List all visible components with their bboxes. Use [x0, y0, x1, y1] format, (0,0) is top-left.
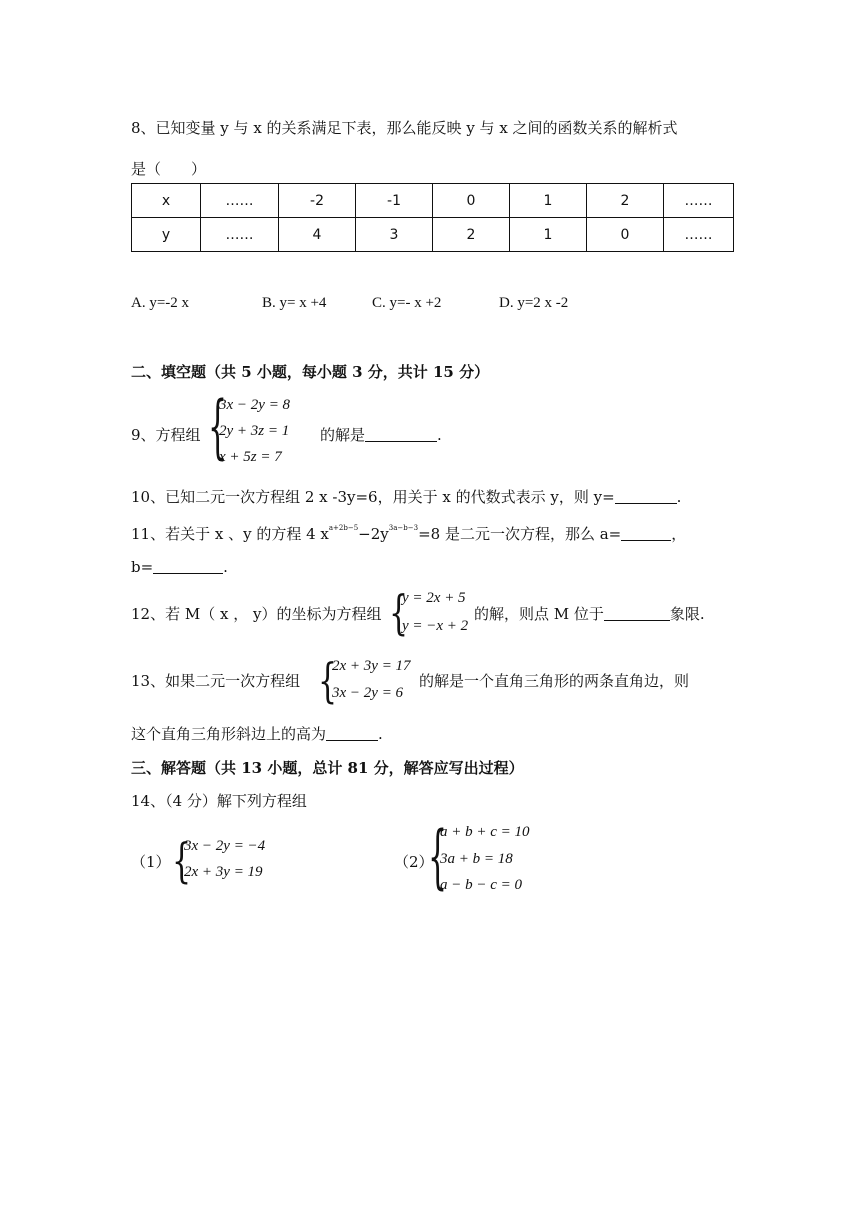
table-cell: -2 [279, 184, 356, 218]
table-cell: …… [664, 184, 734, 218]
q13-end: . [378, 725, 383, 743]
q12-eq2: y = −x + 2 [402, 618, 469, 634]
q13-eq2: 3x − 2y = 6 [332, 685, 404, 701]
q9-eq3: x + 5z = 7 [219, 449, 282, 465]
q8-line2: 是（ ） [131, 160, 207, 178]
q13-eq1: 2x + 3y = 17 [332, 658, 411, 674]
table-cell: y [132, 218, 201, 252]
q12-suffix-text: 的解，则点 M 位于 [474, 605, 604, 623]
q9-eq1: 3x − 2y = 8 [219, 397, 291, 413]
q9-suffix-text: 的解是 [320, 426, 366, 444]
q9-eq2: 2y + 3z = 1 [219, 423, 290, 439]
q14-part2-eq3: a − b − c = 0 [440, 877, 523, 893]
q10-line [131, 486, 681, 507]
table-cell: …… [664, 218, 734, 252]
q11-exp1: a+2b−5 [328, 524, 359, 532]
q14-title: 14、（4 分）解下列方程组 [131, 792, 307, 810]
value-table [131, 183, 734, 252]
q14-part1-eq2: 2x + 3y = 19 [184, 864, 263, 880]
q12-brace: { [389, 587, 409, 642]
q9-suffix [320, 424, 442, 445]
table-cell: 2 [587, 184, 664, 218]
q12-prefix: 12、若 M（ x ， y）的坐标为方程组 [131, 605, 382, 623]
q13-line2 [131, 723, 383, 744]
table-row-y [132, 218, 734, 252]
q13-answer-blank[interactable] [326, 726, 378, 741]
table-cell: 0 [587, 218, 664, 252]
table-cell: …… [201, 218, 279, 252]
q10-end: . [676, 488, 682, 506]
table-cell: 2 [433, 218, 510, 252]
table-cell: 4 [279, 218, 356, 252]
option-b: B. y= x +4 [262, 295, 327, 311]
q9-end: . [437, 426, 442, 444]
option-c: C. y=- x +2 [372, 295, 442, 311]
q11-line2 [131, 558, 228, 576]
table-cell: 0 [433, 184, 510, 218]
table-row-x [132, 184, 734, 218]
q14-part2-eq1: a + b + c = 10 [440, 824, 530, 840]
q12-eq1: y = 2x + 5 [402, 590, 466, 606]
option-d: D. y=2 x -2 [499, 295, 569, 311]
q12-end: 象限. [669, 605, 705, 623]
q11-line2-text: b= [131, 558, 154, 576]
q11-part1: 11、若关于 x 、y 的方程 4 x [131, 525, 329, 543]
q11-line1 [131, 523, 686, 544]
q12-suffix [474, 603, 705, 624]
q12-answer-blank[interactable] [604, 606, 670, 621]
table-cell: 3 [356, 218, 433, 252]
q9-answer-blank[interactable] [365, 427, 437, 442]
q8-line1: 8、已知变量 y 与 x 的关系满足下表，那么能反映 y 与 x 之间的函数关系的解析式 [131, 119, 678, 137]
table-cell: -1 [356, 184, 433, 218]
q11-b-blank[interactable] [153, 559, 223, 574]
q9-prefix: 9、方程组 [131, 426, 201, 444]
q11-a-blank[interactable] [621, 526, 671, 541]
q10-text: 10、已知二元一次方程组 2 x -3y=6，用关于 x 的代数式表示 y，则 y= [131, 488, 615, 506]
q13-prefix: 13、如果二元一次方程组 [131, 672, 301, 690]
table-cell: 1 [510, 184, 587, 218]
q13-line2-text: 这个直角三角形斜边上的高为 [131, 725, 327, 743]
q11-part4: ， [671, 525, 687, 543]
table-cell: x [132, 184, 201, 218]
table-cell: 1 [510, 218, 587, 252]
q14-part2-brace: { [428, 818, 448, 899]
q14-part1-brace: { [172, 835, 192, 890]
q14-part2-label: （2） [394, 853, 434, 871]
q11-exp2: 3a−b−3 [388, 524, 419, 532]
q11-part3: =8 是二元一次方程，那么 a= [418, 525, 622, 543]
q13-brace: { [318, 655, 338, 710]
q11-end: . [223, 558, 228, 576]
section3-heading: 三、解答题（共 13 小题，总计 81 分，解答应写出过程） [131, 759, 524, 777]
q9-brace: { [208, 388, 228, 469]
q14-part1-label: （1） [131, 853, 171, 871]
q10-answer-blank[interactable] [615, 489, 677, 504]
q13-suffix: 的解是一个直角三角形的两条直角边，则 [419, 672, 690, 690]
option-a: A. y=-2 x [131, 295, 190, 311]
q14-part1-eq1: 3x − 2y = −4 [184, 838, 266, 854]
q14-part2-eq2: 3a + b = 18 [440, 851, 513, 867]
section2-heading: 二、填空题（共 5 小题，每小题 3 分，共计 15 分） [131, 363, 490, 381]
table-cell: …… [201, 184, 279, 218]
q11-part2: −2y [358, 525, 389, 543]
